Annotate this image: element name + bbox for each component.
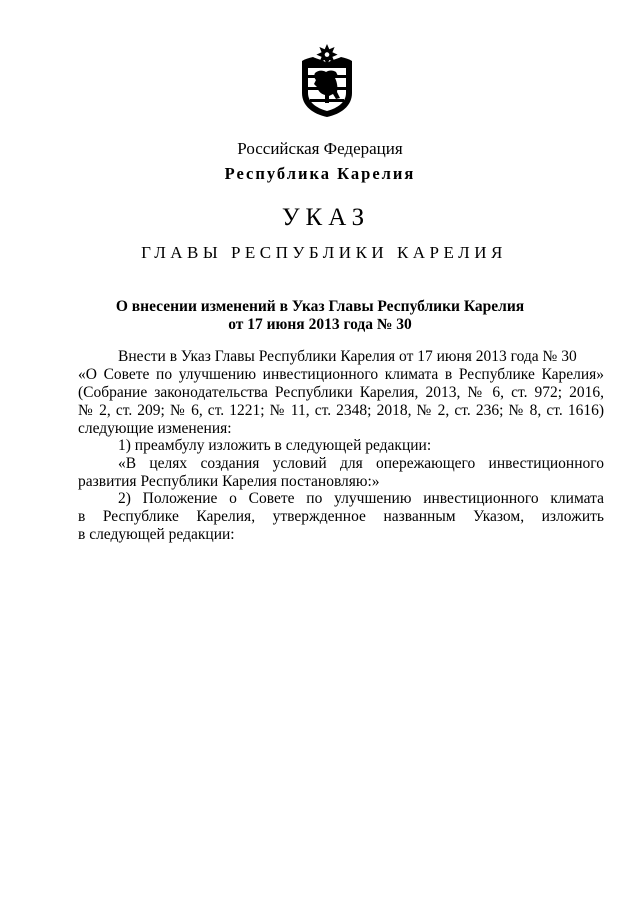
federation-name: Российская Федерация [237,139,403,158]
body-line: развития Республики Карелия постановляю:» [78,473,380,490]
body-line: 1) преамбулу изложить в следующей редакции: [118,437,432,454]
body-line: Внести в Указ Главы Республики Карелия от 17 июня 2013 года № 30 [118,348,577,365]
body-line: в Республике Карелия, утвержденное названным Указом, изложить [78,508,604,525]
document-issuer: ГЛАВЫ РЕСПУБЛИКИ КАРЕЛИЯ [141,243,507,262]
body-line: в следующей редакции: [78,526,235,543]
body-line: (Собрание законодательства Республики Карелия, 2013, № 6, ст. 972; 2016, [78,384,604,401]
body-line: следующие изменения: [78,420,232,437]
body-line: «В целях создания условий для опережающего инвестиционного [118,455,604,472]
karelia-coat-of-arms-icon [299,43,355,118]
republic-name: Республика Карелия [224,164,416,183]
body-line: № 2, ст. 209; № 6, ст. 1221; № 11, ст. 2348; 2018, № 2, ст. 236; № 8, ст. 1616) [78,402,604,419]
document-title-line: О внесении изменений в Указ Главы Республики Карелия [115,298,525,315]
body-line: «О Совете по улучшению инвестиционного климата в Республике Карелия» [78,366,604,383]
document-type: УКАЗ [281,204,371,231]
body-line: 2) Положение о Совете по улучшению инвестиционного климата [118,490,604,507]
document-title-date: от 17 июня 2013 года № 30 [228,316,412,333]
